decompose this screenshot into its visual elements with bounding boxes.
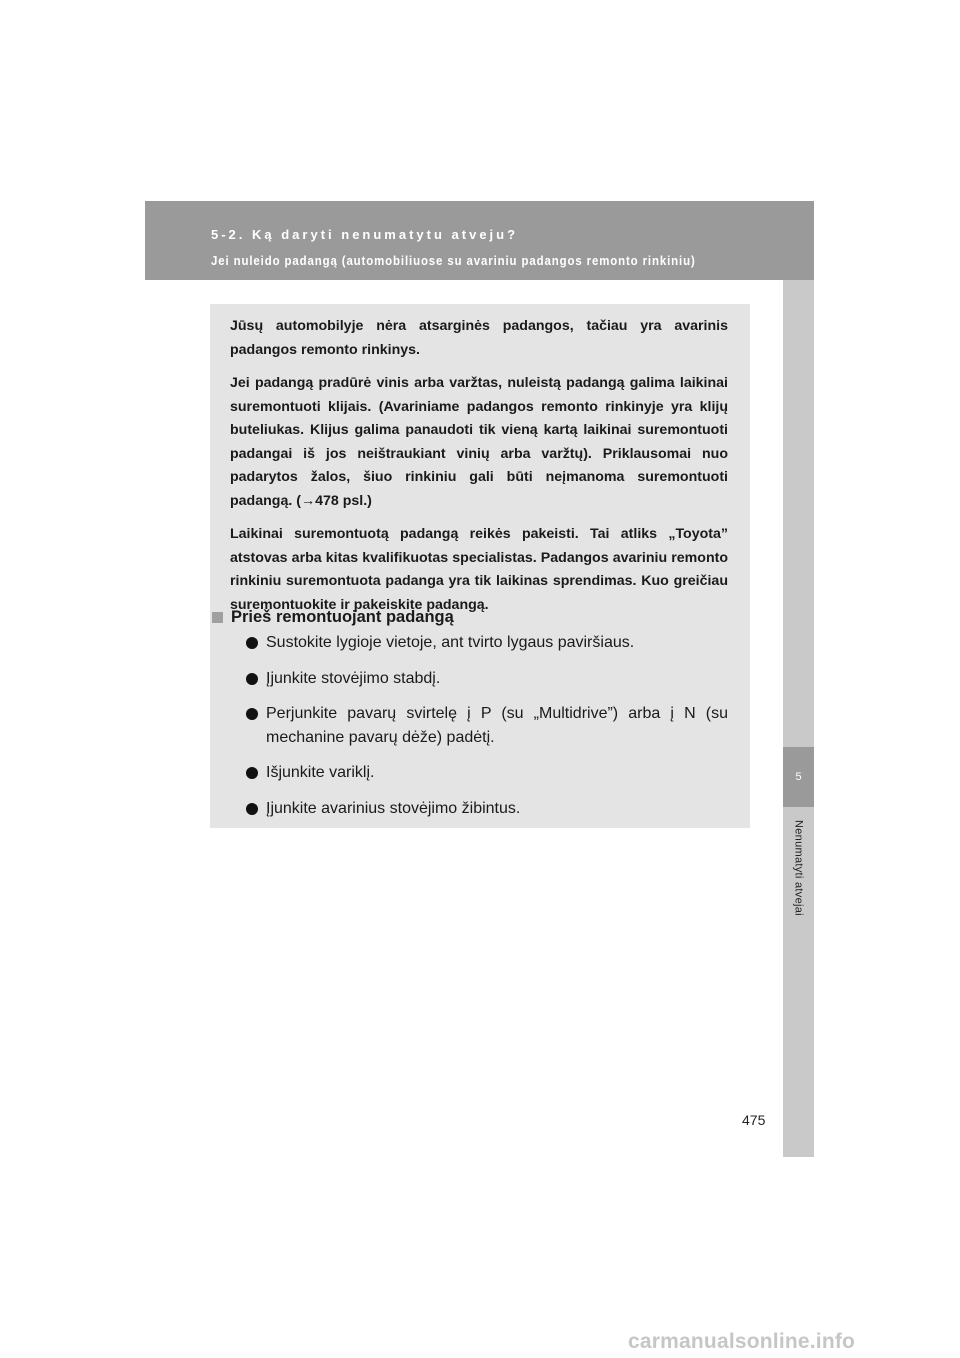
intro-paragraph: Laikinai suremontuotą padangą reikės pakeisti. Tai atliks „Toyota” atstovas arba kitas kvalifikuotas specialistas. Padangos avariniu remonto rinkiniu suremontuota padanga yra tik laikinas sprendimas. Kuo greičiau suremontuokite ir pakeiskite padangą. (230, 526, 728, 613)
info-box (210, 304, 750, 828)
section-subtitle: Jei nuleido padangą (automobiliuose su avariniu padangos remonto rinkiniu) (211, 253, 696, 268)
page-number: 475 (742, 1112, 766, 1128)
bullet-icon (246, 708, 258, 720)
list-item-text: Sustokite lygioje vietoje, ant tvirto lygaus paviršiaus. (266, 634, 635, 651)
chapter-name-container (783, 820, 814, 980)
bullet-icon (246, 803, 258, 815)
list-item (246, 631, 728, 655)
list-item-text: Perjunkite pavarų svirtelę į P (su „Multidrive”) arba į N (su mechanine pavarų dėže) padėtį. (266, 705, 728, 746)
list-item (246, 702, 728, 749)
chapter-side-tab (783, 280, 814, 1157)
list-item (246, 667, 728, 691)
intro-text (230, 315, 728, 627)
list-item-text: Įjunkite stovėjimo stabdį. (266, 669, 441, 687)
sub-heading (212, 608, 454, 627)
list-item (246, 797, 728, 821)
sub-heading-text: Prieš remontuojant padangą (231, 608, 454, 626)
chapter-name: Nenumatyti atvejai (792, 820, 805, 916)
intro-paragraph: Jei padangą pradūrė vinis arba varžtas, nuleistą padangą galima laikinai suremontuoti klijais. (Avariniame padangos remonto rinkinyje yra klijų buteliukas. Klijus galima panaudoti tik vieną kartą laikinai suremontuoti padangai iš jos neištraukiant vinių arba varžtų). Priklausomai nuo padarytos žalos, šiuo rinkiniu gali būti neįmanoma suremontuoti padangą. (→478 psl.) (230, 375, 728, 509)
chapter-number: 5 (783, 747, 814, 807)
bullet-icon (246, 637, 258, 649)
square-bullet-icon (212, 612, 223, 623)
bullet-icon (246, 673, 258, 685)
list-item-text: Įjunkite avarinius stovėjimo žibintus. (266, 799, 521, 817)
list-item (246, 761, 728, 785)
bullet-icon (246, 767, 258, 779)
intro-paragraph: Jūsų automobilyje nėra atsarginės padangos, tačiau yra avarinis padangos remonto rinkinys. (230, 318, 728, 358)
section-title: 5-2. Ką daryti nenumatytu atveju? (211, 227, 519, 242)
watermark: carmanualsonline.info (628, 1330, 856, 1353)
instruction-list (246, 631, 728, 832)
section-header (145, 201, 814, 280)
list-item-text: Išjunkite variklį. (266, 764, 375, 781)
